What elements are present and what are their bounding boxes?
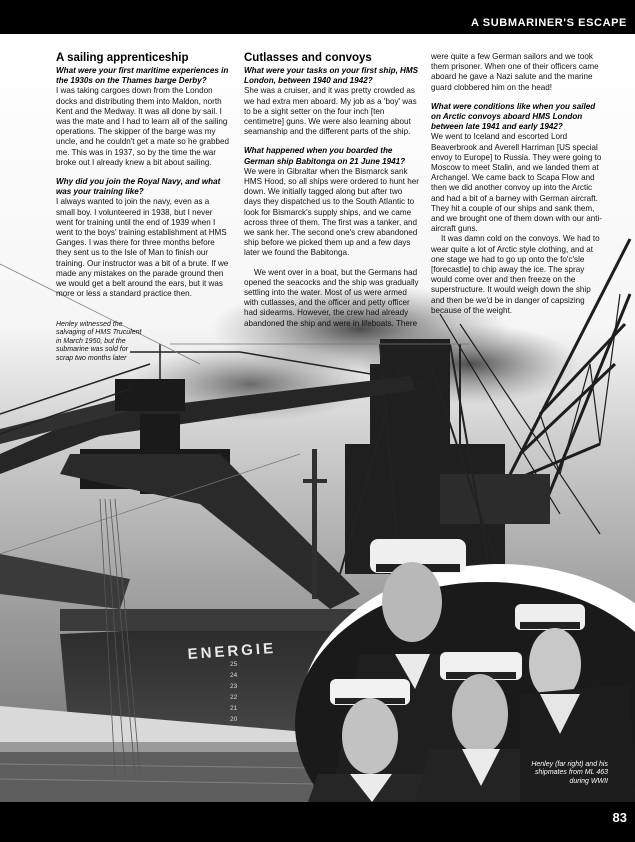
hull-mark: 25 — [230, 661, 238, 668]
section-heading: Cutlasses and convoys — [244, 52, 372, 64]
interview-answer: It was damn cold on the convoys. We had to wear quite a lot of Arctic style clothing, and at one stage we had to go up onto the fo'c'sle [forecastle] to chip away the ice. The spray would come over and then freeze on the superstructure. It would weigh down the ship and then be we'd be in danger of capsizing because of the weight. — [431, 234, 600, 315]
interview-question: What happened when you boarded the German ship Babitonga on 21 June 1941? — [244, 146, 406, 166]
hull-mark: 20 — [230, 716, 238, 723]
section-title: A SUBMARINER'S ESCAPE — [471, 17, 627, 29]
hull-mark: 22 — [230, 694, 238, 701]
interview-answer: We were in Gibraltar when the Bismarck sank HMS Hood, so all ships were ordered to hunt her down. We initially tagged along but after two days they dispatched us to the South Atlantic to look for Bismarck's supply ships, and we came across three of them. The first was a tanker, and we sank her. The second one's crew abandoned ship before we picked them up and a few days later we found the Babitonga. — [244, 166, 420, 258]
interview-question: Why did you join the Royal Navy, and what was your training like? — [56, 177, 221, 197]
interview-answer: We went over in a boat, but the Germans had opened the seacocks and the ship was gradually settling into the water. Most of us were armed with cutlasses, and the officer and petty officer had sidearms. However, the crew had already abandoned the ship and were in lifeboats. There — [244, 267, 419, 328]
article-column-2 — [244, 52, 420, 329]
interview-answer: We went to Iceland and escorted Lord Beaverbrook and Averell Harriman [US special envoy to Europe] to Russia. They were going to Moscow to meet Stalin, and we landed them at Archangel. We came back to Scapa Flow and then we did another convoy up into the Arctic and had a bit of a barney with German aircraft. They hit a couple of our ships and sank them, and we brought one of them down with our anti-aircraft guns. — [431, 132, 602, 234]
photo-caption-left: Henley witnessed the salvaging of HMS Truculent in March 1950, but the submarine was sold for scrap two months later — [56, 321, 142, 362]
interview-question: What were your tasks on your first ship, HMS London, between 1940 and 1942? — [244, 66, 419, 86]
hull-mark: 21 — [230, 705, 238, 712]
photo-caption-right: Henley (far right) and his shipmates from ML 463 during WWII — [531, 761, 608, 785]
hull-name: ENERGIE — [187, 639, 277, 663]
page-number: 83 — [612, 810, 627, 825]
interview-question: What were conditions like when you sailed on Arctic convoys aboard HMS London between late 1941 and early 1942? — [431, 101, 596, 132]
interview-answer: She was a cruiser, and it was pretty crowded as we had extra men aboard. My job as a 'boy' was to be a sight setter on the four inch [ten centimetre] guns. We were also learning about seamanship and the different parts of the ship. — [244, 86, 417, 137]
top-bar — [0, 0, 635, 34]
hull-mark: 23 — [230, 683, 238, 690]
interview-answer: I always wanted to join the navy, even as a small boy. I volunteered in 1938, but I never went for training until the end of 1939 when I went to the boys' training establishment at HMS Ganges. I was there for three months before they sent us to the Isle of Man to finish our training. Our instructor was a bit of a brute. If we made any mistakes on the parade ground then we would get a belt around the ears, but it was more or less a standard practice then. — [56, 197, 229, 299]
hull-mark: 24 — [230, 672, 238, 679]
bottom-bar — [0, 802, 635, 842]
article-column-3 — [431, 52, 603, 316]
page-area — [0, 34, 635, 802]
interview-answer: were quite a few German sailors and we took them prisoner. When one of their officers came aboard he gave a Nazi salute and the marine guard clobbered him on the head! — [431, 52, 599, 92]
interview-answer: I was taking cargoes down from the London docks and distributing them into Maldon, north Kent and the Medway. It was all done by sail. I was the mate and I had to learn all of the sailing operations. The skipper of the barge was my uncle, and he couldn't get a mate so he grabbed me. This was in 1937, so by the time the war broke out I already knew a bit about sailing. — [56, 86, 229, 167]
interview-question: What were your first maritime experiences in the 1930s on the Thames barge Derby? — [56, 66, 229, 86]
section-heading: A sailing apprenticeship — [56, 52, 189, 64]
article-column-1 — [56, 52, 230, 308]
